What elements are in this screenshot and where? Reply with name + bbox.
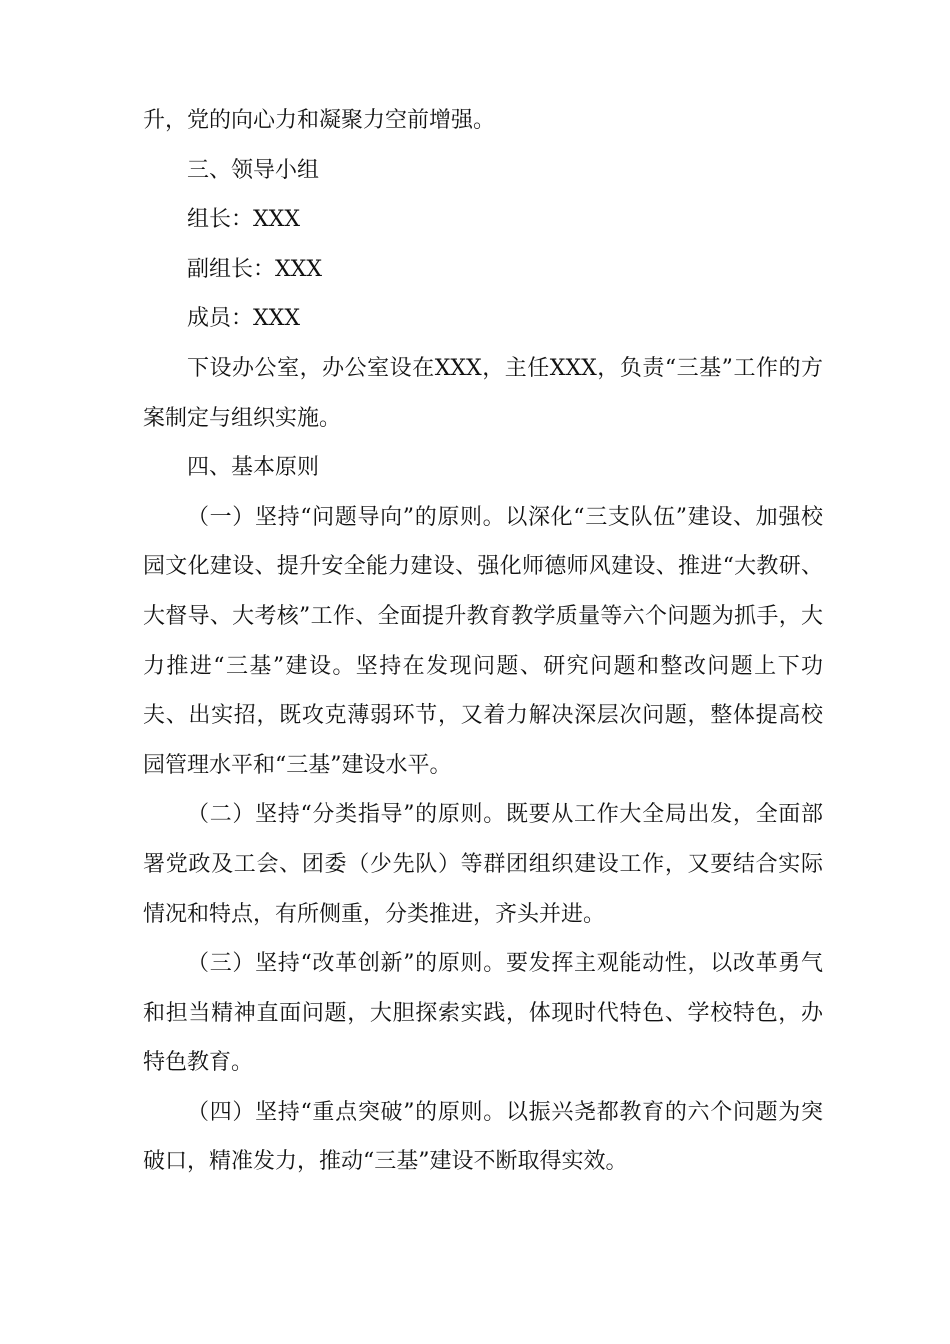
principle-1-paragraph: （一）坚持“问题导向”的原则。以深化“三支队伍”建设、加强校园文化建设、提升安全能力建设、强化师德师风建设、推进“大教研、大督导、大考核”工作、全面提升教育教学质量等六个问题为抓手，大力推进“三基”建设。坚持在发现问题、研究问题和整改问题上下功夫、出实招，既攻克薄弱环节，又着力解决深层次问题，整体提高校园管理水平和“三基”建设水平。 [143, 504, 823, 778]
principle-3-paragraph: （三）坚持“改革创新”的原则。要发挥主观能动性，以改革勇气和担当精神直面问题，大胆探索实践，体现时代特色、学校特色，办特色教育。 [143, 951, 823, 1076]
office-paragraph: 下设办公室，办公室设在XXX，主任XXX，负责“三基”工作的方案制定与组织实施。 [143, 355, 823, 431]
paragraph-continuation: 升，党的向心力和凝聚力空前增强。 [143, 108, 496, 133]
section-heading-leading-group: 三、领导小组 [187, 157, 320, 183]
document-body [143, 96, 823, 1187]
principle-4-paragraph: （四）坚持“重点突破”的原则。以振兴尧都教育的六个问题为突破口，精准发力，推动“三基”建设不断取得实效。 [143, 1099, 823, 1175]
principle-2-paragraph: （二）坚持“分类指导”的原则。既要从工作大全局出发，全面部署党政及工会、团委（少先队）等群团组织建设工作，又要结合实际情况和特点，有所侧重，分类推进，齐头并进。 [143, 802, 823, 927]
section-heading-basic-principles: 四、基本原则 [187, 455, 320, 481]
members-line: 成员：XXX [187, 306, 300, 332]
group-leader-line: 组长：XXX [187, 207, 300, 233]
deputy-leader-line: 副组长：XXX [187, 256, 322, 282]
